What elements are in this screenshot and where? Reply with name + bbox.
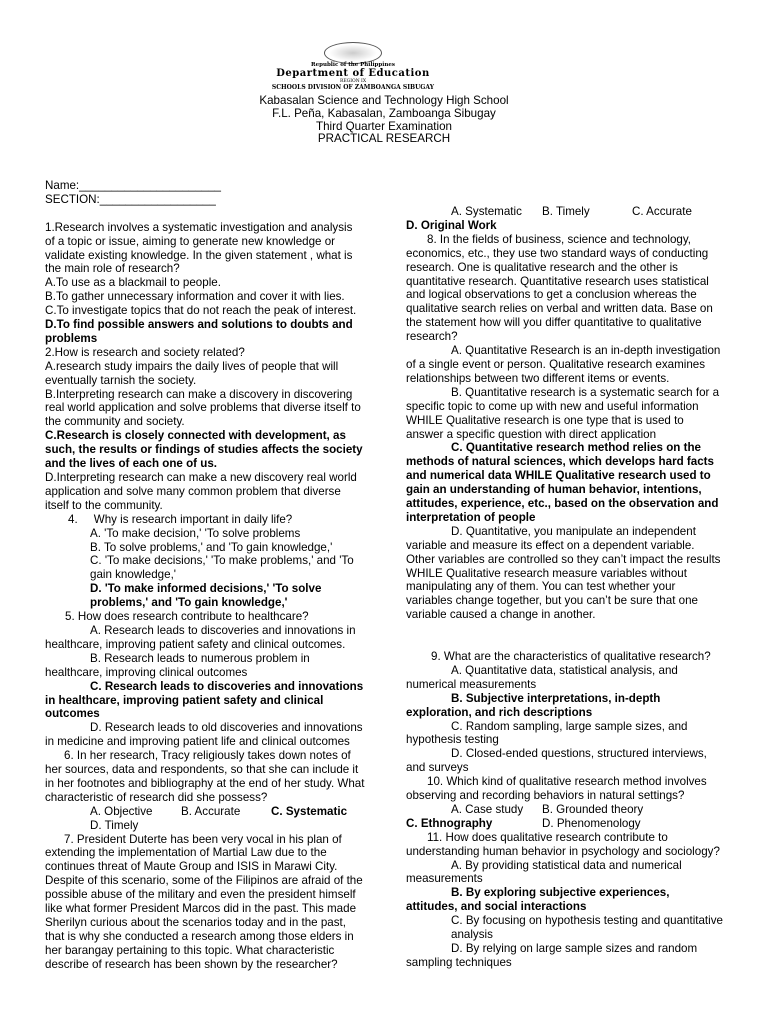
- q10-options-row1: [406, 803, 724, 817]
- q7-stem: 7. President Duterte has been very vocal in his plan of extending the implementation of Martial Law due to the continues threat of Maute Group and ISIS in Marawi City. Despite of this scenario, some of the Filipinos are afraid of the possible abuse of the military and even the president himself like what former President Marcos did in the past. This made Sherilyn curious about the scenarios today and in the past, that is why she conducted a research among those elders in her barangay pertaining to this topic. What characteristic describe of research has been shown by the researcher?: [45, 832, 363, 971]
- q9-option-c: C. Random sampling, large sample sizes, and hypothesis testing: [406, 719, 688, 747]
- q10-option-b: B. Grounded theory: [542, 802, 644, 816]
- q10-options-row2: [406, 817, 724, 831]
- q9-stem: 9. What are the characteristics of qualitative research?: [431, 649, 711, 663]
- left-column: [45, 179, 365, 972]
- q5-option-b-line1: B. Research leads to numerous problem in: [90, 651, 310, 665]
- q1-option-c: C.To investigate topics that do not reach the peak of interest.: [45, 304, 357, 318]
- q4-stem: 4. Why is research important in daily life?: [68, 512, 293, 526]
- q2-option-a: A.research study impairs the daily lives of people that will eventually tarnish the society.: [45, 359, 339, 387]
- q1-option-d: D.To find possible answers and solutions to doubts and problems: [45, 318, 353, 345]
- q5-option-b-line2: healthcare, improving clinical outcomes: [45, 665, 248, 679]
- logo-department: Department of Education: [276, 68, 430, 79]
- exam-title: Third Quarter Examination: [316, 119, 452, 133]
- q9-option-b: B. Subjective interpretations, in-depth exploration, and rich descriptions: [406, 691, 661, 719]
- q5-option-d-line1: D. Research leads to old discoveries and innovations: [90, 721, 363, 735]
- q6-option-a: A. Objective: [90, 804, 153, 818]
- q5-option-a-line1: A. Research leads to discoveries and innovations in: [90, 623, 356, 637]
- q2-stem: 2.How is research and society related?: [45, 345, 245, 359]
- q8-option-d: D. Quantitative, you manipulate an independent variable and measure its effect on a dependent variable. Other variables are controlled so they can’t impact the results WHILE Qualitative research measure variables without manipulating any of them. You can test whether your variables change together, but you can’t be sure that one variable caused a change in another.: [406, 524, 721, 622]
- school-name: Kabasalan Science and Technology High School: [259, 94, 509, 107]
- q2-option-d: D.Interpreting research can make a new discovery real world application and solve many common problem that diverse itself to the community.: [45, 471, 357, 512]
- q7-option-b: B. Timely: [542, 205, 590, 218]
- q5-option-a-line2: healthcare, improving patient safety and clinical outcomes.: [45, 637, 346, 651]
- q11-option-c: C. By focusing on hypothesis testing and quantitative analysis: [451, 914, 723, 942]
- q4-option-c: C. 'To make decisions,' 'To make problems,' and 'To gain knowledge,': [90, 554, 354, 582]
- q8-option-c: C. Quantitative research method relies on the methods of natural sciences, which develops hard facts and numerical data WHILE Qualitative research used to gain an understanding of human behavior, intentions, attitudes, experience, etc., based on the observation and interpretation of people: [406, 441, 719, 524]
- q2-option-b: B.Interpreting research can make a discovery in discovering real world application and solve problems that diverse itself to the community and society.: [45, 387, 361, 429]
- q10-stem: 10. Which kind of qualitative research method involves observing and recording behaviors in natural settings?: [406, 775, 707, 803]
- school-header: [0, 95, 768, 146]
- q6-option-d: D. Timely: [90, 818, 139, 832]
- q7-options: [406, 205, 724, 219]
- q1-stem: 1.Research involves a systematic investigation and analysis of a topic or issue, aiming to generate new knowledge or validate existing knowledge. In the given statement , what is the main role of research?: [45, 220, 353, 276]
- q5-option-d-line2: in medicine and improving patient life and clinical outcomes: [45, 735, 350, 749]
- q6-option-b: B. Accurate: [181, 804, 241, 818]
- q8-option-a: A. Quantitative Research is an in-depth investigation of a single event or person. Qualitative research examines relationships between two different items or events.: [406, 344, 721, 385]
- q11-option-d: D. By relying on large sample sizes and random sampling techniques: [406, 942, 698, 969]
- q7-option-a: A. Systematic: [451, 205, 522, 218]
- q1-option-b: B.To gather unnecessary information and cover it with lies.: [45, 290, 345, 304]
- q11-option-a: A. By providing statistical data and numerical measurements: [406, 858, 682, 886]
- right-column: [406, 205, 724, 970]
- q5-option-c-line2: in healthcare, improving patient safety and clinical outcomes: [45, 693, 324, 721]
- q7-option-c: C. Accurate: [632, 205, 692, 218]
- q11-stem: 11. How does qualitative research contribute to understanding human behavior in psychology and sociology?: [406, 830, 720, 858]
- q1-option-a: A.To use as a blackmail to people.: [45, 276, 221, 290]
- q5-option-c-line1: C. Research leads to discoveries and innovations: [90, 679, 364, 693]
- q2-option-c: C.Research is closely connected with development, as such, the results or findings of studies affects the society and the lives of each one of us.: [45, 429, 363, 471]
- q9-option-a: A. Quantitative data, statistical analysis, and numerical measurements: [406, 663, 678, 691]
- name-field[interactable]: Name:______________________: [45, 179, 222, 192]
- section-field[interactable]: SECTION:__________________: [45, 192, 216, 206]
- q8-stem: 8. In the fields of business, science and technology, economics, etc., they use two standard ways of conducting research. One is qualitative research and the other is quantitative research. Quantitative research uses statistical and logical observations to get a conclusion whereas the qualitative search relies on verbal and written data. Base on the statement how will you differ quantitative to qualitative research?: [406, 232, 713, 344]
- q9-option-d: D. Closed-ended questions, structured interviews, and surveys: [406, 747, 707, 775]
- deped-logo: [230, 62, 476, 91]
- q6-stem: 6. In her research, Tracy religiously takes down notes of her sources, data and respondents, so that she can include it in her footnotes and bibliography at the end of her study. What characteristic of research did she possess?: [45, 749, 365, 804]
- logo-region: REGION IX: [339, 79, 367, 84]
- q8-option-b: B. Quantitative research is a systematic search for a specific topic to come up with new and useful information WHILE Qualitative research is one type that is used to answer a specific question with direct application: [406, 385, 720, 441]
- q6-options: [45, 805, 365, 819]
- q4-option-a: A. 'To make decision,' 'To solve problems: [90, 526, 301, 540]
- school-address: F.L. Peña, Kabasalan, Zamboanga Sibugay: [272, 106, 496, 120]
- q11-option-b: B. By exploring subjective experiences, attitudes, and social interactions: [406, 886, 670, 914]
- logo-division: SCHOOLS DIVISION OF ZAMBOANGA SIBUGAY: [271, 84, 435, 91]
- q7-option-d: D. Original Work: [406, 218, 497, 232]
- subject-title: PRACTICAL RESEARCH: [317, 132, 451, 146]
- q10-option-a: A. Case study: [451, 802, 524, 816]
- logo-republic: Republic of the Philippines: [311, 62, 395, 68]
- q5-stem: 5. How does research contribute to healthcare?: [65, 610, 309, 624]
- q10-option-c: C. Ethnography: [406, 816, 493, 830]
- q10-option-d: D. Phenomenology: [542, 816, 641, 830]
- deped-seal-icon: [324, 42, 382, 64]
- q4-option-b: B. To solve problems,' and 'To gain knowledge,': [90, 540, 333, 554]
- q6-option-c: C. Systematic: [271, 804, 348, 818]
- q4-option-d: D. 'To make informed decisions,' 'To solve problems,' and 'To gain knowledge,': [90, 582, 322, 610]
